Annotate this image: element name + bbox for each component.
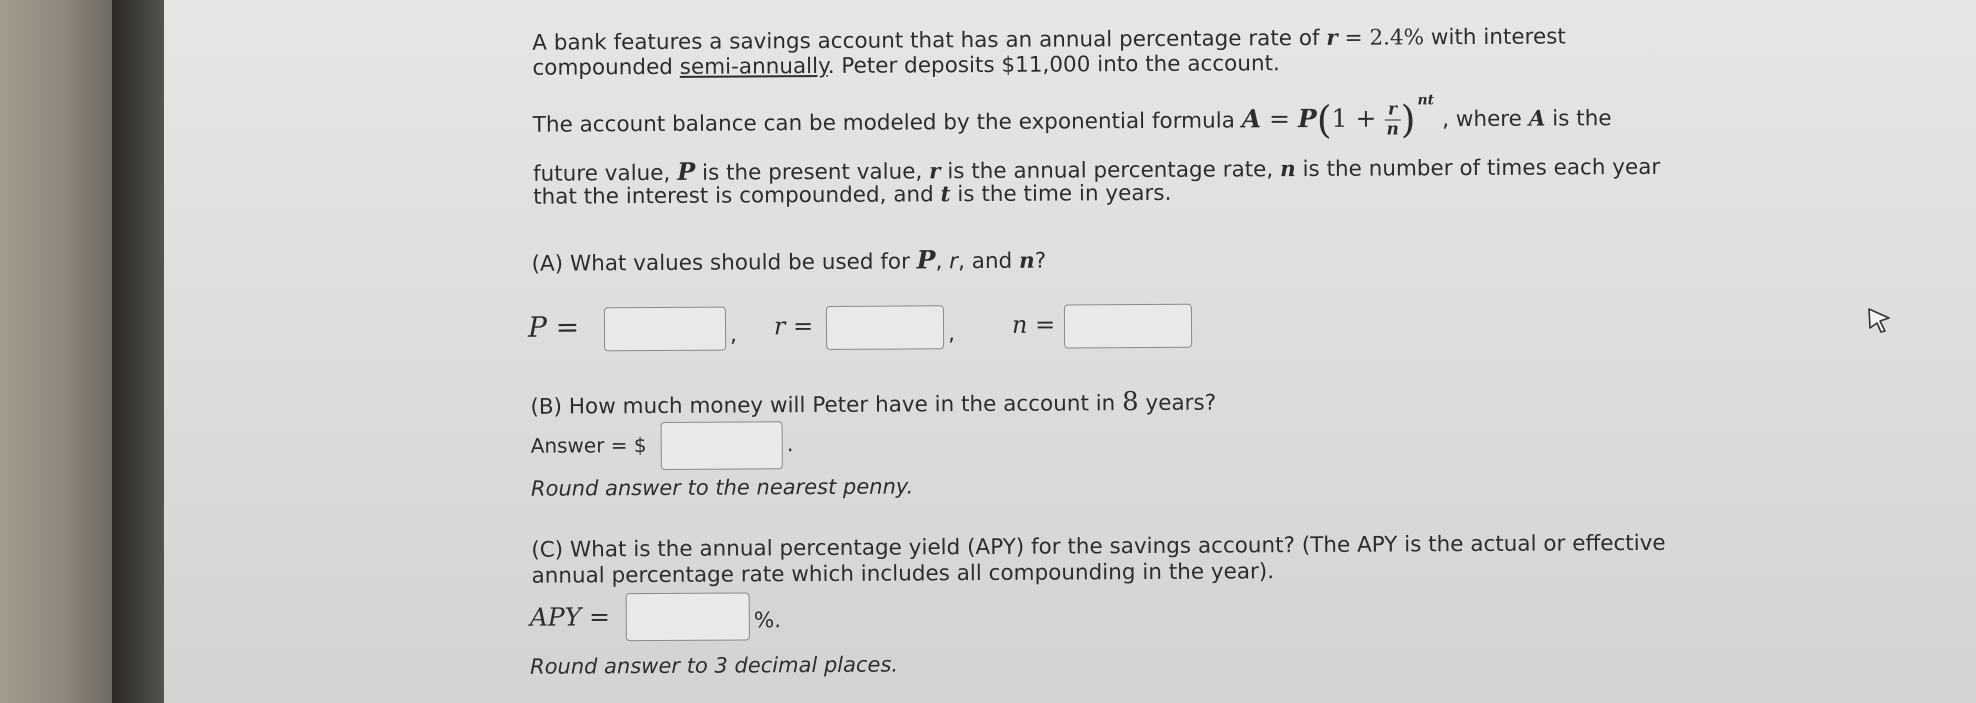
var-n: n [1018, 248, 1035, 274]
intro-text: compounded [532, 54, 673, 81]
period: . [786, 432, 794, 458]
label-P: P = [527, 310, 580, 344]
part-a-text: (A) What values should be used for [531, 249, 910, 277]
comma: , [947, 321, 955, 347]
comma: , [935, 249, 943, 275]
formula-paren-right: ) [1400, 97, 1416, 142]
formula-P: P [1297, 103, 1317, 134]
part-a-text: , and [958, 248, 1013, 275]
formula-paren-left: ( [1316, 97, 1332, 142]
answer-label: Answer = $ [530, 433, 647, 458]
part-c-question-line-1: (C) What is the annual percentage yield (APY) for the savings account? (The APY is the actual or effective [531, 530, 1666, 563]
var-A: A [1528, 106, 1546, 132]
model-line [533, 91, 1612, 147]
model-text: , where [1442, 106, 1522, 133]
part-b-question [530, 387, 1216, 421]
semi-annually-link[interactable]: semi-annually [679, 53, 828, 80]
definition-line-3 [533, 181, 1171, 210]
intro-line-2 [532, 51, 1280, 81]
fraction-numerator: r [1384, 100, 1400, 120]
part-a-question [532, 245, 1047, 277]
var-r: r [949, 249, 959, 275]
monitor-bezel [112, 0, 164, 703]
intro-line-1 [532, 24, 1566, 55]
def-text: that the interest is compounded, and [533, 182, 934, 210]
var-P: P [916, 245, 936, 275]
apy-label: APY = [529, 602, 611, 632]
def-text: is the annual percentage rate, [947, 157, 1274, 185]
intro-text: A bank features a savings account that has an annual percentage rate of [532, 25, 1320, 56]
def-text: is the time in years. [957, 180, 1172, 208]
part-b-text: (B) How much money will Peter have in the account in [530, 391, 1116, 420]
formula-fraction [1384, 100, 1401, 138]
fraction-denominator: n [1386, 118, 1399, 140]
intro-text: with interest [1430, 24, 1566, 51]
rate-variable: r [1326, 25, 1338, 51]
model-text: is the [1552, 106, 1612, 132]
var-P: P [677, 156, 696, 186]
formula-one-plus: 1 + [1331, 103, 1377, 133]
label-r: r = [773, 312, 814, 341]
apy-answer-input[interactable] [626, 592, 750, 641]
var-r: r [929, 159, 941, 185]
question-mark: ? [1034, 248, 1047, 274]
part-b-text: years? [1145, 390, 1217, 417]
question-content [164, 0, 1976, 703]
comma: , [729, 322, 737, 348]
var-n: n [1279, 157, 1296, 183]
def-text: is the number of times each year [1302, 154, 1661, 183]
intro-text: . Peter deposits $11,000 into the account. [827, 51, 1280, 79]
def-text: is the present value, [701, 159, 923, 186]
var-t: t [940, 182, 951, 208]
formula-A: A [1241, 104, 1262, 134]
label-n: n = [1011, 310, 1056, 339]
rate-value: = 2.4% [1344, 25, 1425, 51]
balance-answer-input[interactable] [661, 421, 783, 470]
part-c-question-line-2: annual percentage rate which includes all compounding in the year). [531, 559, 1275, 589]
mouse-cursor-icon [1866, 306, 1892, 334]
round-note-decimals: Round answer to 3 decimal places. [530, 652, 899, 679]
formula-eq: = [1268, 104, 1291, 134]
screen [164, 0, 1976, 703]
r-input[interactable] [826, 305, 944, 350]
formula-exponent: nt [1417, 92, 1435, 109]
def-text: future value, [532, 160, 671, 187]
background-wall [0, 0, 112, 703]
p-input[interactable] [604, 307, 726, 352]
years-value: 8 [1122, 387, 1139, 418]
n-input[interactable] [1064, 304, 1192, 349]
round-note-penny: Round answer to the nearest penny. [530, 474, 914, 501]
percent-sign: %. [753, 608, 782, 634]
model-text: The account balance can be modeled by the exponential formula [532, 108, 1235, 138]
formula [1241, 92, 1443, 142]
